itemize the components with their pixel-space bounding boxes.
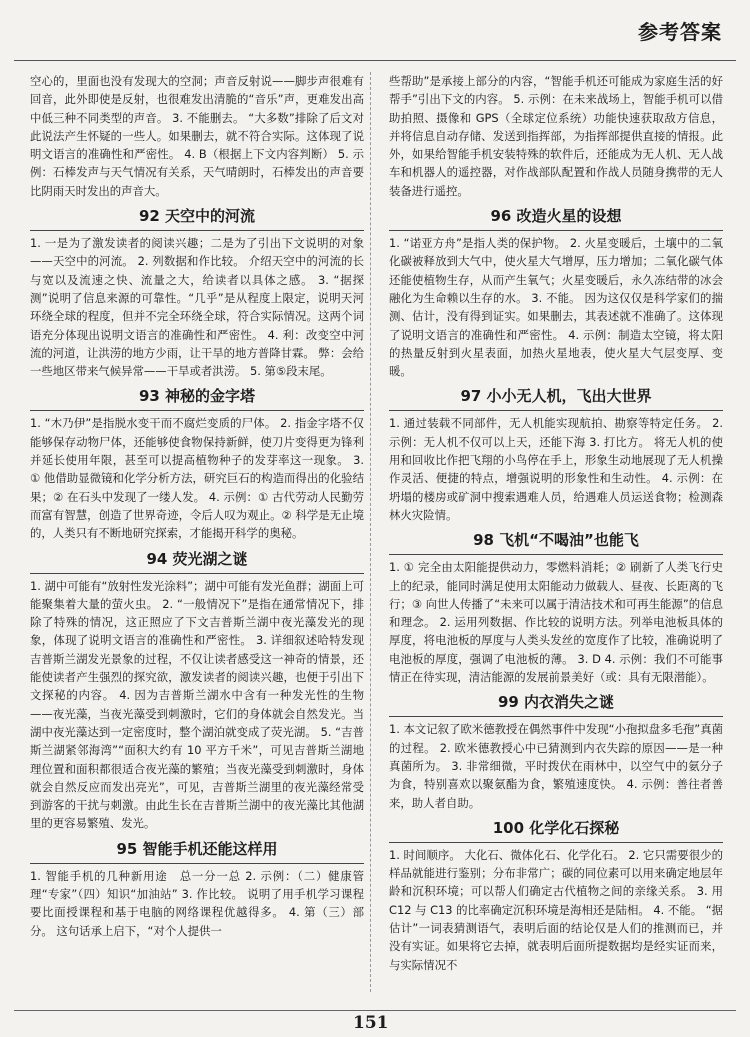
section-93 xyxy=(30,386,364,542)
section-100 xyxy=(389,818,723,974)
section-rule xyxy=(30,230,364,231)
section-97 xyxy=(389,386,723,524)
section-body: 1. 时间顺序。 大化石、微体化石、化学化石。 2. 它只需要很少的样品就能进行鉴别；分布非常广；碳的同位素可以用来确定地层年龄和沉积环境；可以帮人们确定古代植物之间的亲缘关系。 3. 用 C12 与 C13 的比率确定沉积环境是海相还是陆相。 4. 不能。 “据估计”一词表猜测语气，表明后面的结论仅是人们的推测而已，并没有实证。如果将它去掉，就表明后面所提数据均是经实证而来，与实际情况不 xyxy=(389,847,723,972)
section-92 xyxy=(30,206,364,380)
section-body: 1. 通过装载不同部件，无人机能实现航拍、勘察等特定任务。 2. 示例：无人机不仅可以上天，还能下海 3. 打比方。 将无人机的使用和回收比作把飞翔的小鸟停在手上，形象生动地展现了无人机操作灵活、便捷的特点，增强说明的形象性和生动性。 4. 示例：在坍塌的楼房或矿洞中搜索遇难人员，给遇难人员运送食物；检测森林火灾险情。 xyxy=(389,416,723,522)
section-rule xyxy=(389,842,723,843)
section-title: 94 荧光湖之谜 xyxy=(146,549,248,568)
left-intro-paragraph: 空心的，里面也没有发现大的空洞；声音反射说——脚步声很难有回音，此外即使是反射，也很难发出清脆的“音乐”声，更难发出高中低三种不同类型的声音。 3. 不能删去。 “大多数”排除了后文对此说法产生怀疑的一些人。如果删去，就不符合实际。这体现了说明文语言的准确性和严密性。 4. B（根据上下文内容判断） 5. 示例：石棒发声与天气情况有关系，天气晴朗时，石棒发出的声音要比阴雨天时发出的声音大。 xyxy=(30,74,364,198)
section-body: 1. 一是为了激发读者的阅读兴趣；二是为了引出下文说明的对象——天空中的河流。 2. 列数据和作比较。 介绍天空中的河流的长与宽以及流速之快、流量之大，给读者以具体之感。 3. “据探测”说明了信息来源的可靠性。“几乎”是从程度上限定，说明天河环绕全球的程度，但并不完全环绕全球，符合实际情况。这两个词语充分体现出说明文语言的准确性和严密性。 4. 利：改变空中河流的河道，让洪涝的地方少雨，让干旱的地方普降甘霖。 弊：会给一些地区带来气候异常——干旱或者洪涝。 5. 第⑤段末尾。 xyxy=(30,236,364,379)
section-94 xyxy=(30,549,364,833)
section-95 xyxy=(30,839,364,940)
section-rule xyxy=(389,716,723,717)
header-title: 参考答案 xyxy=(638,20,722,44)
section-body: 1. ① 完全由太阳能提供动力，零燃料消耗；② 刷新了人类飞行史上的纪录，能同时满足使用太阳能动力做载人、昼夜、长距离的飞行；③ 向世人传播了“未来可以属于清洁技术和可再生能源”的信息和理念。 2. 运用列数据、作比较的说明方法。列举电池板具体的厚度，将电池板的厚度与人类头发丝的宽度作了比较，准确说明了电池板的厚度，强调了电池板的薄。 3. D 4. 示例：我们不可能事情正在待实现，清洁能源的发展前景美好（或：具有无限潜能）。 xyxy=(389,560,723,685)
header-rule xyxy=(14,60,736,61)
section-title: 92 天空中的河流 xyxy=(138,207,256,226)
column-divider xyxy=(370,72,371,992)
section-rule xyxy=(30,573,364,574)
section-98 xyxy=(389,530,723,686)
section-rule xyxy=(389,230,723,231)
section-title: 98 飞机“不喝油”也能飞 xyxy=(473,531,639,550)
page-number: 151 xyxy=(353,1013,389,1033)
section-title: 97 小小无人机，飞出大世界 xyxy=(460,387,652,406)
section-body: 1. 智能手机的几种新用途 总一分一总 2. 示例：（二）健康管理“专家”（四）知识“加油站” 3. 作比较。 说明了用手机学习课程要比面授课程和基于电脑的网络课程优越得多。 4. 第（三）部分。 这句话承上启下，“对个人提供一 xyxy=(30,868,364,938)
section-body: 1. 本文记叙了欧米德教授在偶然事件中发现“小孢拟盘多毛孢”真菌的过程。 2. 欧米德教授心中已猜测到内衣失踪的原因——是一种真菌所为。 3. 非常细微，平时拨伏在雨林中，以空气中的氨分子为食，特别喜欢以聚氨酯为食，繁殖速度快。 4. 示例：善往者善来，助人者自助。 xyxy=(389,722,723,810)
section-title: 96 改造火星的设想 xyxy=(490,207,622,226)
section-96 xyxy=(389,206,723,380)
section-body: 1. “诺亚方舟”是指人类的保护物。 2. 火星变暖后，土壤中的二氧化碳被释放到大气中，使火星大气增厚，压力增加；二氧化碳气体还能使植物生存，从而产生氧气；火星变暖后，永久冻结带的冰会融化为生命赖以生存的水。 3. 不能。 因为这仅仅是科学家们的揣测、估计，没有得到证实。如果删去，其表述就不准确了。这体现了说明文语言的准确性和严密性。 4. 示例：制造太空镜，将太阳的热量反射到火星表面，加热火星地表，使火星大气层变厚、变暖。 xyxy=(389,236,723,379)
right-column xyxy=(389,72,723,974)
section-rule xyxy=(30,863,364,864)
footer-rule xyxy=(14,1010,736,1011)
section-title: 93 神秘的金字塔 xyxy=(138,387,256,406)
section-body: 1. “木乃伊”是指脱水变干而不腐烂变质的尸体。 2. 指金字塔不仅能够保存动物尸体，还能够使食物保持新鲜，使刀片变得更为锋利并延长使用年限，甚至可以提高植物种子的发芽率这一现象。 3. ① 他借助显微镜和化学分析方法，研究巨石的构造而得出的化验结果；② 在石头中发现了一缕人发。 4. 示例：① 古代劳动人民勤劳而富有智慧，创造了世界奇迹，令后人叹为观止。② 科学是无止境的，人类只有不断地研究探索，才能揭开科学的奥秘。 xyxy=(30,416,364,541)
section-title: 99 内衣消失之谜 xyxy=(497,693,615,712)
page-header xyxy=(0,0,750,62)
section-99 xyxy=(389,692,723,811)
section-title: 95 智能手机还能这样用 xyxy=(116,839,278,858)
section-body: 1. 湖中可能有“放射性发光涂料”；湖中可能有发光鱼群；湖面上可能聚集着大量的萤火虫。 2. “一般情况下”是指在通常情况下，排除了特殊的情况，这正照应了下文吉普斯兰湖中夜光藻发光的现象，体现了说明文语言的准确性和严密性。 3. 详细叙述哈特发现吉普斯兰湖发光景象的过程，不仅让读者感受这一神奇的情景，还能使读者产生强烈的探究欲，激发读者的阅读兴趣，也便于引出下文探秘的内容。 4. 因为吉普斯兰湖水中含有一种发光性的生物——夜光藻，当夜光藻受到刺激时，它们的身体就会自然发光。当湖中夜光藻达到一定密度时，整个湖泊就变成了荧光湖。 5. “吉普斯兰湖紧邻海湾”“面积大约有 10 平方千米”，可见吉普斯兰湖地理位置和面积都很适合夜光藻的繁殖；当夜光藻受到刺激时，身体就会自然反应而发出亮光”，可见，吉普斯兰湖里的夜光藻经常受到游客的干扰与刺激。由此生长在吉普斯兰湖中的夜光藻比其他湖里的更容易繁殖、发光。 xyxy=(30,578,364,831)
section-rule xyxy=(389,410,723,411)
section-rule xyxy=(389,554,723,555)
right-intro-paragraph: 些帮助”是承接上部分的内容，“智能手机还可能成为家庭生活的好帮手”引出下文的内容。 5. 示例：在未来战场上，智能手机可以借助拍照、摄像和 GPS（全球定位系统）功能快速获取敌方信息，并将信息自动存储、发送到指挥部，为指挥部提供直接的情报。此外，如果给智能手机安装特殊的软件后，还能成为无人机、无人战车和机器人的遥控器，对作战部队配置和作战人员随身携带的无人装备进行遥控。 xyxy=(389,74,723,198)
section-rule xyxy=(30,410,364,411)
left-column xyxy=(30,72,364,940)
section-title: 100 化学化石探秘 xyxy=(492,818,620,837)
